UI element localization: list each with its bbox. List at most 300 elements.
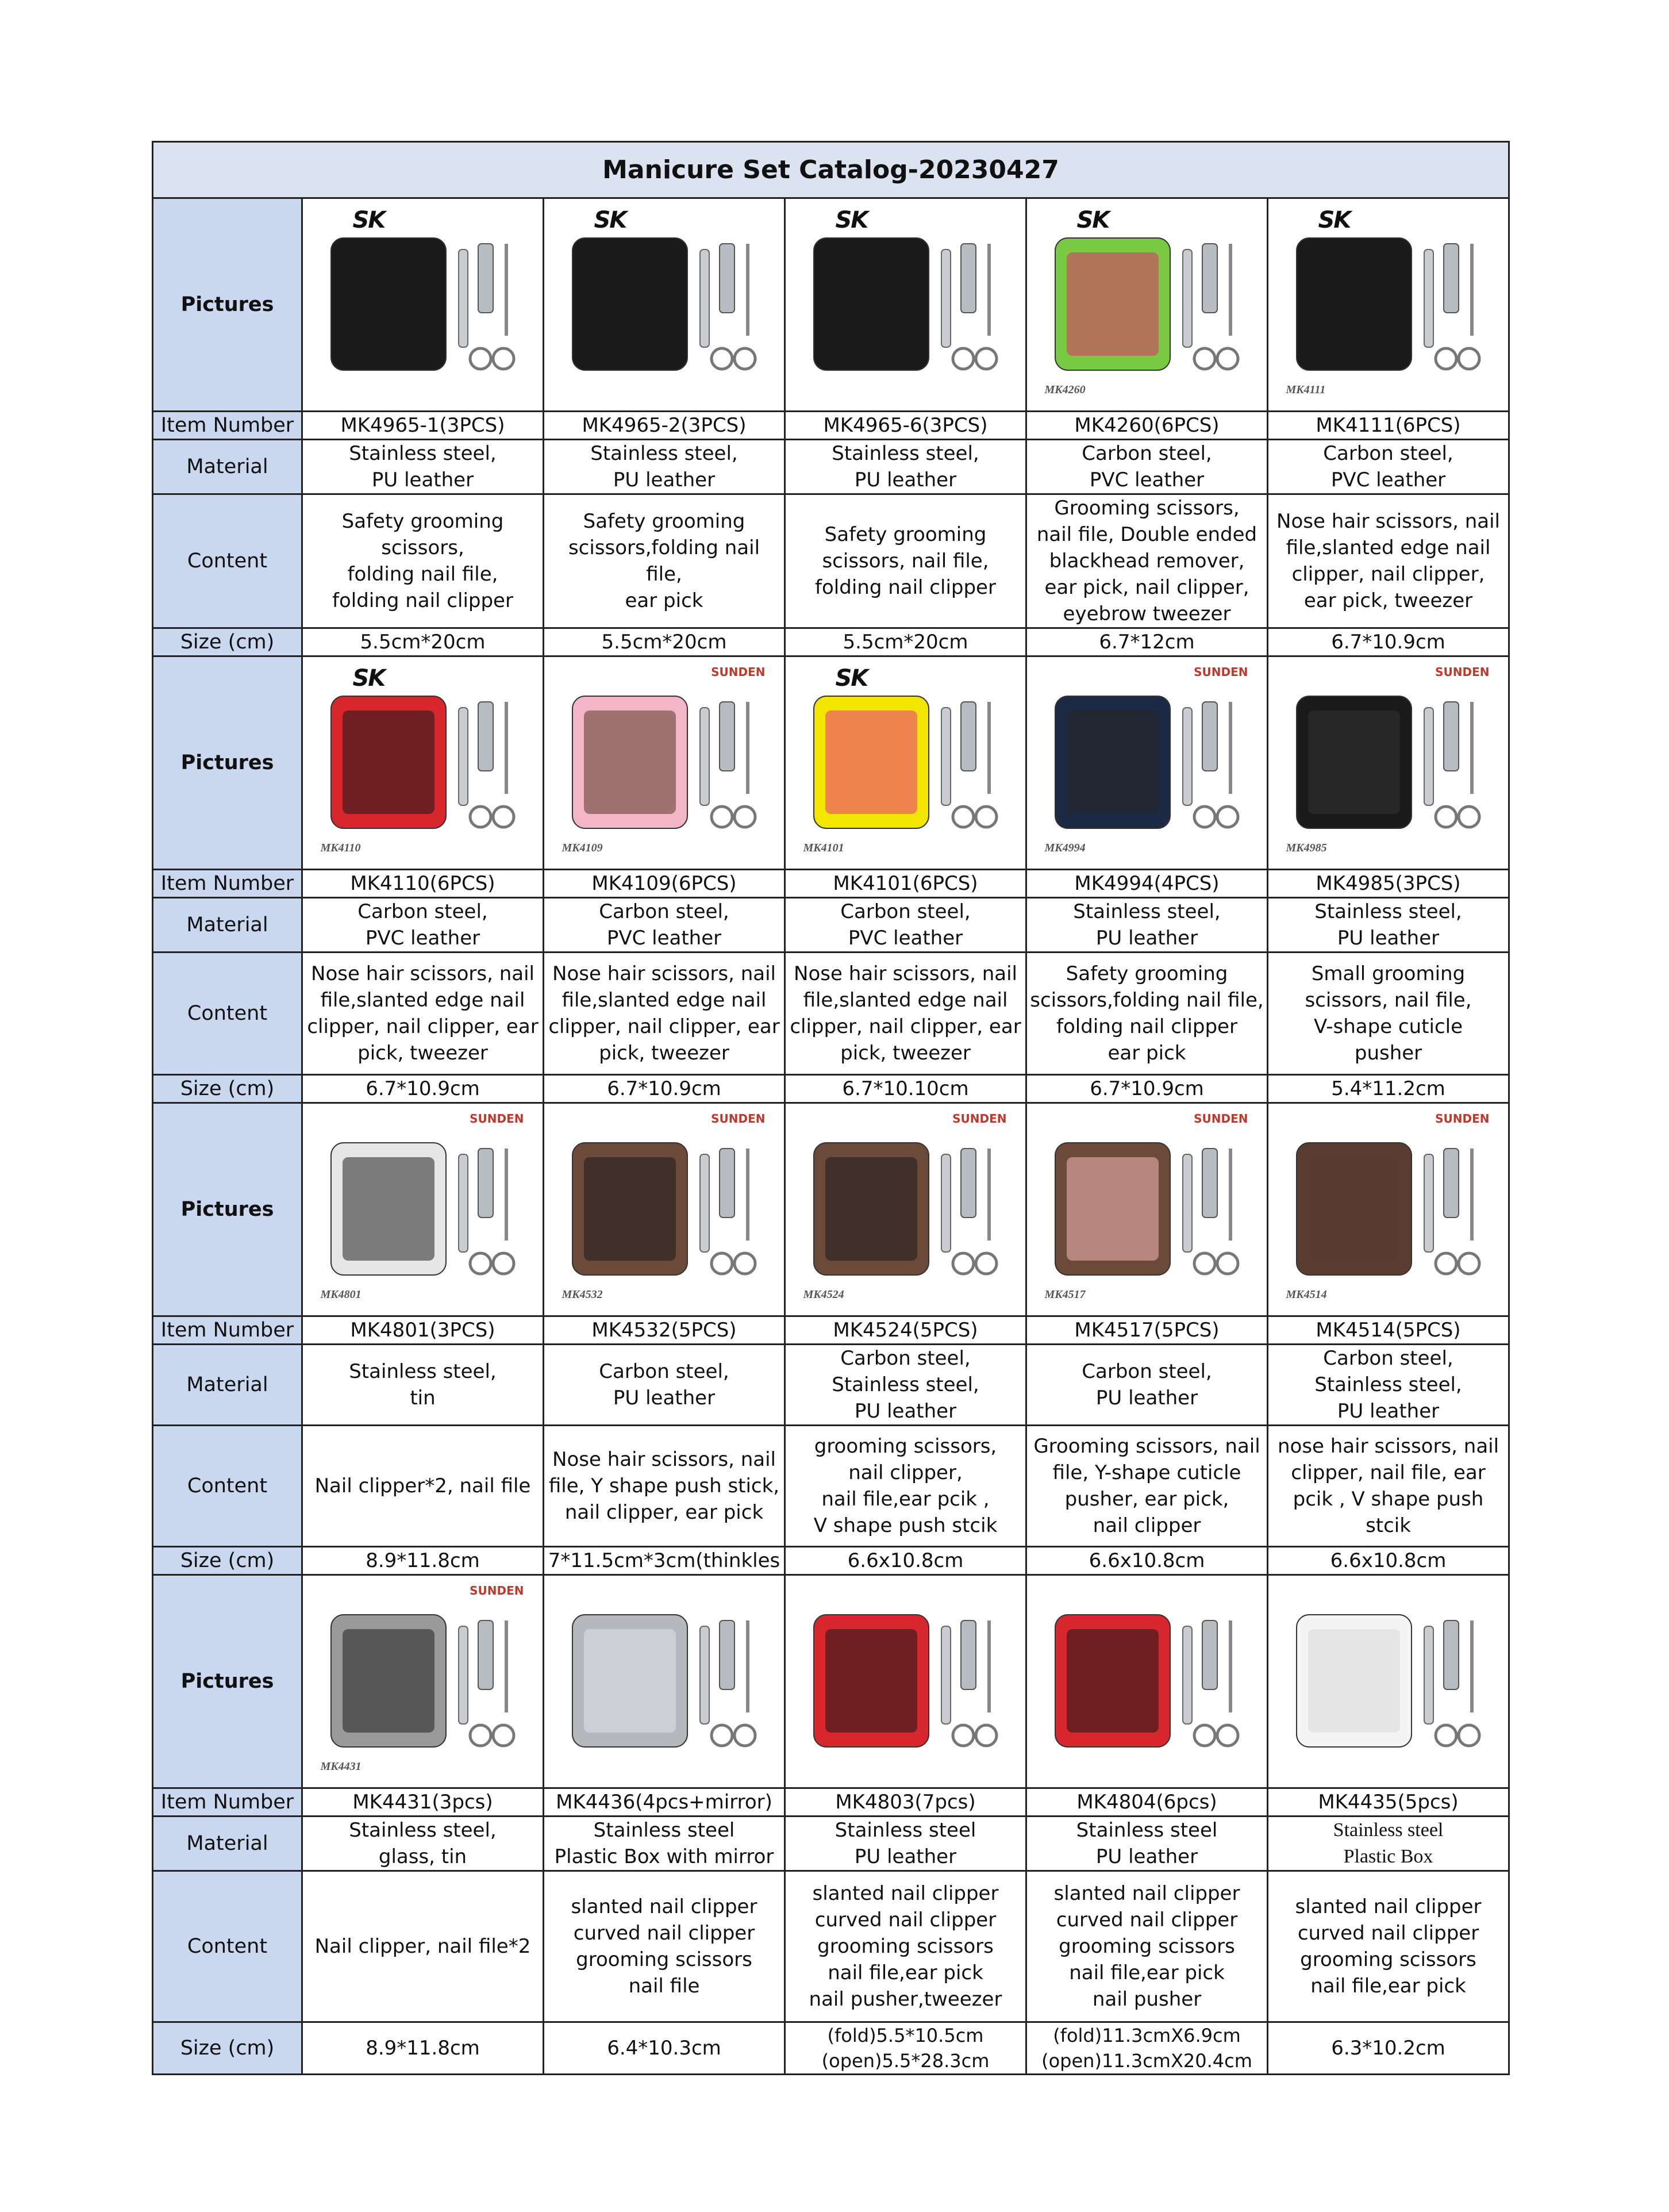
item-number-line: MK4110(6PCS): [350, 872, 495, 895]
content-value-line: scissors,folding nail file,: [1030, 989, 1264, 1012]
product-photo: [549, 203, 779, 406]
product-photo: [791, 203, 1021, 406]
size-row: [153, 1547, 1509, 1575]
item-number-label: Item Number: [153, 870, 302, 898]
material-value: [302, 440, 544, 494]
item-number: [785, 412, 1026, 440]
material-value: [302, 898, 544, 953]
item-number: [302, 412, 544, 440]
item-number-line: MK4517(5PCS): [1074, 1319, 1220, 1342]
item-number-row: [153, 1316, 1509, 1345]
pictures-label: Pictures: [153, 1575, 302, 1788]
material-value-line: Stainless steel,: [1073, 900, 1221, 923]
content-value-line: nail file: [628, 1975, 700, 1998]
product-illustration: [308, 662, 538, 864]
product-picture-cell: [785, 1575, 1026, 1788]
content-value-line: nail pusher: [1092, 1988, 1202, 2011]
item-number-line: MK4524(5PCS): [833, 1319, 978, 1342]
size-value-line: 5.5cm*20cm: [360, 631, 486, 654]
material-label: Material: [153, 440, 302, 494]
content-value: [785, 1426, 1026, 1547]
content-value-line: V-shape cuticle: [1313, 1015, 1463, 1038]
product-picture-cell: [544, 198, 785, 412]
size-label: Size (cm): [153, 2022, 302, 2075]
photo-code-label: MK4109: [562, 842, 603, 854]
material-value-line: PU leather: [1095, 1387, 1198, 1410]
brand-logo: SK: [835, 207, 868, 233]
content-value-line: curved nail clipper: [814, 1908, 997, 1931]
content-value-line: file, Y shape push stick,: [548, 1474, 780, 1497]
content-value-line: Nose hair scissors, nail: [311, 962, 534, 985]
material-value-line: PVC leather: [365, 927, 480, 950]
material-value-line: Stainless steel,: [1314, 900, 1462, 923]
item-number-line: MK4431(3pcs): [352, 1791, 493, 1814]
product-photo: [308, 203, 538, 406]
size-value: [302, 2022, 544, 2075]
item-number: [1026, 412, 1268, 440]
content-value-line: nail file, Double ended: [1036, 523, 1257, 546]
content-value-line: clipper, nail clipper, ear: [548, 1015, 780, 1038]
material-value-line: PU leather: [613, 1387, 716, 1410]
content-value-line: curved nail clipper: [573, 1922, 755, 1945]
product-picture-cell: [1268, 1575, 1509, 1788]
product-photo: [791, 1580, 1021, 1783]
product-photo: [791, 662, 1021, 864]
content-row: [153, 953, 1509, 1075]
brand-logo: SK: [1318, 207, 1351, 233]
material-value-line: Carbon steel,: [840, 1347, 971, 1370]
item-number-label: Item Number: [153, 412, 302, 440]
item-number: [785, 1788, 1026, 1817]
size-value-line: 6.7*10.9cm: [1331, 631, 1445, 654]
content-value-line: Safety grooming: [824, 523, 987, 546]
content-value-line: clipper, nail file, ear: [1291, 1461, 1486, 1484]
product-illustration: [308, 1108, 538, 1311]
size-value-line: 6.7*10.10cm: [842, 1077, 969, 1100]
content-value-line: Safety grooming: [583, 510, 745, 533]
material-value-line: Plastic Box with mirror: [554, 1845, 774, 1868]
product-illustration: [1032, 203, 1262, 406]
material-value: [1026, 898, 1268, 953]
size-row: [153, 2022, 1509, 2075]
material-value: [1268, 1345, 1509, 1426]
product-illustration: [1274, 1108, 1503, 1311]
item-number: [544, 412, 785, 440]
product-picture-cell: [1268, 1103, 1509, 1316]
size-value-line: 6.6x10.8cm: [847, 1549, 964, 1572]
brand-logo: SUNDEN: [1194, 665, 1248, 679]
content-value-line: nail clipper, ear pick: [564, 1501, 764, 1524]
item-number-line: MK4109(6PCS): [591, 872, 737, 895]
content-value-line: clipper, nail clipper, ear: [790, 1015, 1021, 1038]
material-value-line: glass, tin: [378, 1845, 467, 1868]
product-illustration: [791, 662, 1021, 864]
item-number: [302, 1788, 544, 1817]
item-number-line: MK4260(6PCS): [1074, 414, 1220, 437]
pictures-row: [153, 198, 1509, 412]
product-photo: [308, 1580, 538, 1783]
content-value-line: ear pick: [1107, 1042, 1186, 1065]
material-value-line: PU leather: [1095, 1845, 1198, 1868]
material-value-line: Stainless steel: [834, 1819, 976, 1842]
material-value-line: PU leather: [371, 468, 474, 491]
product-illustration: [308, 203, 538, 406]
product-photo: [549, 662, 779, 864]
product-picture-cell: [1026, 1103, 1268, 1316]
content-value-line: clipper, nail clipper,: [1291, 563, 1485, 586]
size-value: [302, 1075, 544, 1103]
item-number-line: MK4111(6PCS): [1316, 414, 1461, 437]
size-value-line: 6.4*10.3cm: [607, 2037, 721, 2060]
content-value: [544, 953, 785, 1075]
brand-logo: SK: [1076, 207, 1109, 233]
product-illustration: [1032, 662, 1262, 864]
brand-logo: SUNDEN: [711, 1112, 766, 1126]
size-value-line: 6.7*10.9cm: [1090, 1077, 1204, 1100]
content-value-line: grooming scissors: [817, 1935, 994, 1958]
material-value: [785, 1345, 1026, 1426]
photo-code-label: MK4801: [320, 1288, 362, 1301]
product-photo: [1274, 662, 1503, 864]
material-value-line: PVC leather: [1089, 468, 1205, 491]
size-row: [153, 1075, 1509, 1103]
size-value: [302, 628, 544, 656]
content-value-line: file, Y-shape cuticle: [1052, 1461, 1241, 1484]
content-value-line: pick, tweezer: [599, 1042, 729, 1065]
size-label: Size (cm): [153, 1547, 302, 1575]
title-row: [153, 142, 1509, 198]
item-number-line: MK4101(6PCS): [833, 872, 978, 895]
content-value-line: folding nail clipper: [332, 589, 513, 612]
pictures-row: [153, 1575, 1509, 1788]
photo-code-label: MK4101: [803, 842, 844, 854]
item-number: [1026, 1788, 1268, 1817]
material-label: Material: [153, 1345, 302, 1426]
content-value-line: folding nail clipper: [815, 576, 996, 599]
content-label: Content: [153, 953, 302, 1075]
product-picture-cell: [1268, 656, 1509, 870]
photo-code-label: MK4111: [1286, 383, 1326, 396]
product-picture-cell: [785, 656, 1026, 870]
brand-logo: SUNDEN: [1435, 1112, 1490, 1126]
item-number: [1268, 412, 1509, 440]
content-value-line: Nose hair scissors, nail: [1276, 510, 1500, 533]
brand-logo: SK: [352, 207, 385, 233]
product-picture-cell: [1026, 656, 1268, 870]
product-picture-cell: [302, 1575, 544, 1788]
product-illustration: [1274, 1580, 1503, 1783]
brand-logo: SUNDEN: [1435, 665, 1490, 679]
product-picture-cell: [302, 1103, 544, 1316]
size-value-line: (open)5.5*28.3cm: [821, 2050, 990, 2072]
size-value-line: (fold)11.3cmX6.9cm: [1053, 2025, 1241, 2046]
product-picture-cell: [785, 1103, 1026, 1316]
material-value-line: PU leather: [1337, 1400, 1440, 1423]
content-value-line: nail file,ear pick: [828, 1961, 983, 1984]
brand-logo: SUNDEN: [711, 665, 766, 679]
photo-code-label: MK4514: [1286, 1288, 1327, 1301]
item-number-line: MK4965-6(3PCS): [823, 414, 988, 437]
material-value-line: Stainless steel: [1333, 1819, 1444, 1841]
content-value: [1268, 953, 1509, 1075]
size-value: [1026, 2022, 1268, 2075]
item-number: [785, 1316, 1026, 1345]
content-label: Content: [153, 494, 302, 628]
content-value: [544, 1871, 785, 2022]
size-value-line: 6.7*10.9cm: [607, 1077, 721, 1100]
material-value: [544, 1817, 785, 1871]
item-number-row: [153, 1788, 1509, 1817]
content-value-line: scissors,folding nail: [568, 536, 760, 559]
item-number-label: Item Number: [153, 1316, 302, 1345]
content-value-line: folding nail clipper: [1056, 1015, 1237, 1038]
content-value-line: Nail clipper*2, nail file: [314, 1474, 531, 1497]
material-value-line: PVC leather: [848, 927, 963, 950]
item-number: [302, 870, 544, 898]
item-number: [1268, 1316, 1509, 1345]
content-value-line: clipper, nail clipper, ear: [307, 1015, 539, 1038]
content-value-line: grooming scissors: [576, 1948, 752, 1971]
content-value-line: nail pusher,tweezer: [809, 1988, 1002, 2011]
product-illustration: [549, 1108, 779, 1311]
content-value-line: slanted nail clipper: [1295, 1895, 1482, 1918]
product-photo: [308, 662, 538, 864]
content-value-line: eyebrow tweezer: [1063, 602, 1231, 625]
product-illustration: [1274, 203, 1503, 406]
content-value: [785, 1871, 1026, 2022]
material-value-line: Carbon steel,: [357, 900, 488, 923]
material-value-line: Carbon steel,: [1323, 1347, 1453, 1370]
material-value: [302, 1817, 544, 1871]
content-value: [302, 1871, 544, 2022]
item-number-line: MK4436(4pcs+mirror): [556, 1791, 772, 1814]
item-number-row: [153, 870, 1509, 898]
product-picture-cell: [544, 1575, 785, 1788]
size-value: [1268, 628, 1509, 656]
content-value-line: Safety grooming: [341, 510, 504, 533]
brand-logo: SK: [594, 207, 626, 233]
material-value-line: Carbon steel,: [1323, 442, 1453, 465]
size-row: [153, 628, 1509, 656]
content-value: [1026, 494, 1268, 628]
catalog-table: [152, 141, 1510, 2075]
content-value-line: nail file,ear pick: [1069, 1961, 1225, 1984]
content-value-line: nail clipper: [1093, 1514, 1201, 1537]
content-value-line: scissors, nail file,: [822, 550, 989, 573]
item-number-label: Item Number: [153, 1788, 302, 1817]
size-value: [1026, 1075, 1268, 1103]
size-value-line: 6.7*10.9cm: [366, 1077, 480, 1100]
material-value: [544, 440, 785, 494]
material-value: [785, 1817, 1026, 1871]
content-value-line: file,slanted edge nail: [1286, 536, 1491, 559]
material-value-line: Carbon steel,: [840, 900, 971, 923]
material-value: [1268, 898, 1509, 953]
content-label: Content: [153, 1871, 302, 2022]
brand-logo: SK: [835, 665, 868, 692]
content-value: [1026, 953, 1268, 1075]
item-number: [544, 1788, 785, 1817]
size-value: [544, 628, 785, 656]
content-value: [1268, 1871, 1509, 2022]
material-value-line: Stainless steel: [1076, 1819, 1218, 1842]
size-label: Size (cm): [153, 1075, 302, 1103]
catalog-title: Manicure Set Catalog-20230427: [153, 142, 1509, 198]
content-row: [153, 1426, 1509, 1547]
photo-code-label: MK4260: [1044, 383, 1086, 396]
content-value: [785, 494, 1026, 628]
product-illustration: [1032, 1580, 1262, 1783]
material-row: [153, 440, 1509, 494]
content-value: [302, 1426, 544, 1547]
item-number: [302, 1316, 544, 1345]
content-value: [1026, 1871, 1268, 2022]
product-picture-cell: [544, 656, 785, 870]
content-value-line: Nose hair scissors, nail: [552, 1448, 776, 1471]
material-value: [1026, 440, 1268, 494]
size-value-line: 8.9*11.8cm: [366, 2037, 480, 2060]
brand-logo: SUNDEN: [952, 1112, 1007, 1126]
content-value-line: slanted nail clipper: [1053, 1882, 1240, 1905]
content-row: [153, 1871, 1509, 2022]
item-number: [544, 1316, 785, 1345]
content-value-line: slanted nail clipper: [571, 1895, 757, 1918]
content-value-line: file,slanted edge nail: [803, 989, 1008, 1012]
pictures-row: [153, 656, 1509, 870]
product-photo: [1274, 1580, 1503, 1783]
item-number-row: [153, 412, 1509, 440]
product-illustration: [791, 203, 1021, 406]
material-value: [785, 440, 1026, 494]
size-value: [544, 1547, 785, 1575]
content-value-line: grooming scissors,: [814, 1435, 997, 1458]
product-picture-cell: [1026, 198, 1268, 412]
material-row: [153, 1817, 1509, 1871]
size-value: [302, 1547, 544, 1575]
photo-code-label: MK4532: [562, 1288, 603, 1301]
size-value: [544, 1075, 785, 1103]
content-value: [302, 953, 544, 1075]
size-value: [1268, 1547, 1509, 1575]
item-number: [1026, 870, 1268, 898]
material-value-line: Carbon steel,: [599, 900, 729, 923]
content-value-line: Small grooming: [1311, 962, 1466, 985]
item-number-line: MK4803(7pcs): [835, 1791, 976, 1814]
size-value: [1026, 1547, 1268, 1575]
brand-logo: SUNDEN: [470, 1112, 524, 1126]
product-picture-cell: [785, 198, 1026, 412]
material-value-line: Carbon steel,: [1082, 442, 1212, 465]
content-row: [153, 494, 1509, 628]
product-photo: [1032, 1580, 1262, 1783]
content-value-line: slanted nail clipper: [812, 1882, 999, 1905]
product-illustration: [1274, 662, 1503, 864]
catalog-body: [153, 142, 1509, 2075]
product-picture-cell: [302, 656, 544, 870]
content-value: [1268, 494, 1509, 628]
product-photo: [1032, 203, 1262, 406]
product-photo: [1032, 1108, 1262, 1311]
content-value-line: nail clipper,: [848, 1461, 963, 1484]
content-value-line: Nail clipper, nail file*2: [314, 1935, 531, 1958]
material-value-line: PU leather: [1095, 927, 1198, 950]
item-number-line: MK4985(3PCS): [1316, 872, 1461, 895]
item-number-line: MK4965-2(3PCS): [582, 414, 747, 437]
content-value-line: file,: [646, 563, 682, 586]
material-value-line: Stainless steel: [593, 1819, 735, 1842]
content-value-line: ear pick: [625, 589, 703, 612]
item-number: [1268, 870, 1509, 898]
content-value-line: scissors, nail file,: [1305, 989, 1472, 1012]
photo-code-label: MK4517: [1044, 1288, 1086, 1301]
item-number: [544, 870, 785, 898]
material-value: [1268, 1817, 1509, 1871]
material-row: [153, 898, 1509, 953]
content-value: [544, 494, 785, 628]
content-value-line: Nose hair scissors, nail: [552, 962, 776, 985]
size-label: Size (cm): [153, 628, 302, 656]
size-value: [785, 1075, 1026, 1103]
content-value-line: nail file,ear pcik ,: [821, 1488, 990, 1511]
product-illustration: [549, 1580, 779, 1783]
content-value-line: grooming scissors: [1059, 1935, 1235, 1958]
material-value-line: PVC leather: [606, 927, 722, 950]
material-value-line: tin: [410, 1387, 436, 1410]
material-value: [544, 898, 785, 953]
brand-logo: SUNDEN: [470, 1584, 524, 1597]
content-value-line: nose hair scissors, nail: [1277, 1435, 1499, 1458]
material-value-line: Stainless steel,: [832, 1373, 979, 1396]
material-value-line: Carbon steel,: [1082, 1360, 1212, 1383]
content-value-line: Safety grooming: [1066, 962, 1228, 985]
item-number-line: MK4435(5pcs): [1318, 1791, 1459, 1814]
content-value-line: folding nail file,: [347, 563, 498, 586]
size-value: [1268, 1075, 1509, 1103]
content-value: [1026, 1426, 1268, 1547]
content-value-line: file,slanted edge nail: [562, 989, 767, 1012]
pictures-row: [153, 1103, 1509, 1316]
material-value: [1026, 1345, 1268, 1426]
size-value-line: 8.9*11.8cm: [366, 1549, 480, 1572]
size-value: [785, 2022, 1026, 2075]
photo-code-label: MK4524: [803, 1288, 844, 1301]
item-number-line: MK4804(6pcs): [1076, 1791, 1217, 1814]
material-value: [1026, 1817, 1268, 1871]
product-picture-cell: [302, 198, 544, 412]
material-value-line: Stainless steel,: [832, 442, 979, 465]
product-photo: [1274, 1108, 1503, 1311]
material-value: [302, 1345, 544, 1426]
material-value-line: PU leather: [613, 468, 716, 491]
product-illustration: [1032, 1108, 1262, 1311]
material-label: Material: [153, 898, 302, 953]
size-value: [544, 2022, 785, 2075]
size-value: [785, 1547, 1026, 1575]
item-number-line: MK4994(4PCS): [1074, 872, 1220, 895]
item-number: [1268, 1788, 1509, 1817]
content-value-line: curved nail clipper: [1297, 1922, 1479, 1945]
product-picture-cell: [1026, 1575, 1268, 1788]
product-illustration: [308, 1580, 538, 1783]
material-row: [153, 1345, 1509, 1426]
content-value: [1268, 1426, 1509, 1547]
material-value: [1268, 440, 1509, 494]
content-value: [785, 953, 1026, 1075]
item-number-line: MK4532(5PCS): [591, 1319, 737, 1342]
material-label: Material: [153, 1817, 302, 1871]
item-number-line: MK4965-1(3PCS): [340, 414, 505, 437]
content-value-line: blackhead remover,: [1049, 550, 1245, 573]
